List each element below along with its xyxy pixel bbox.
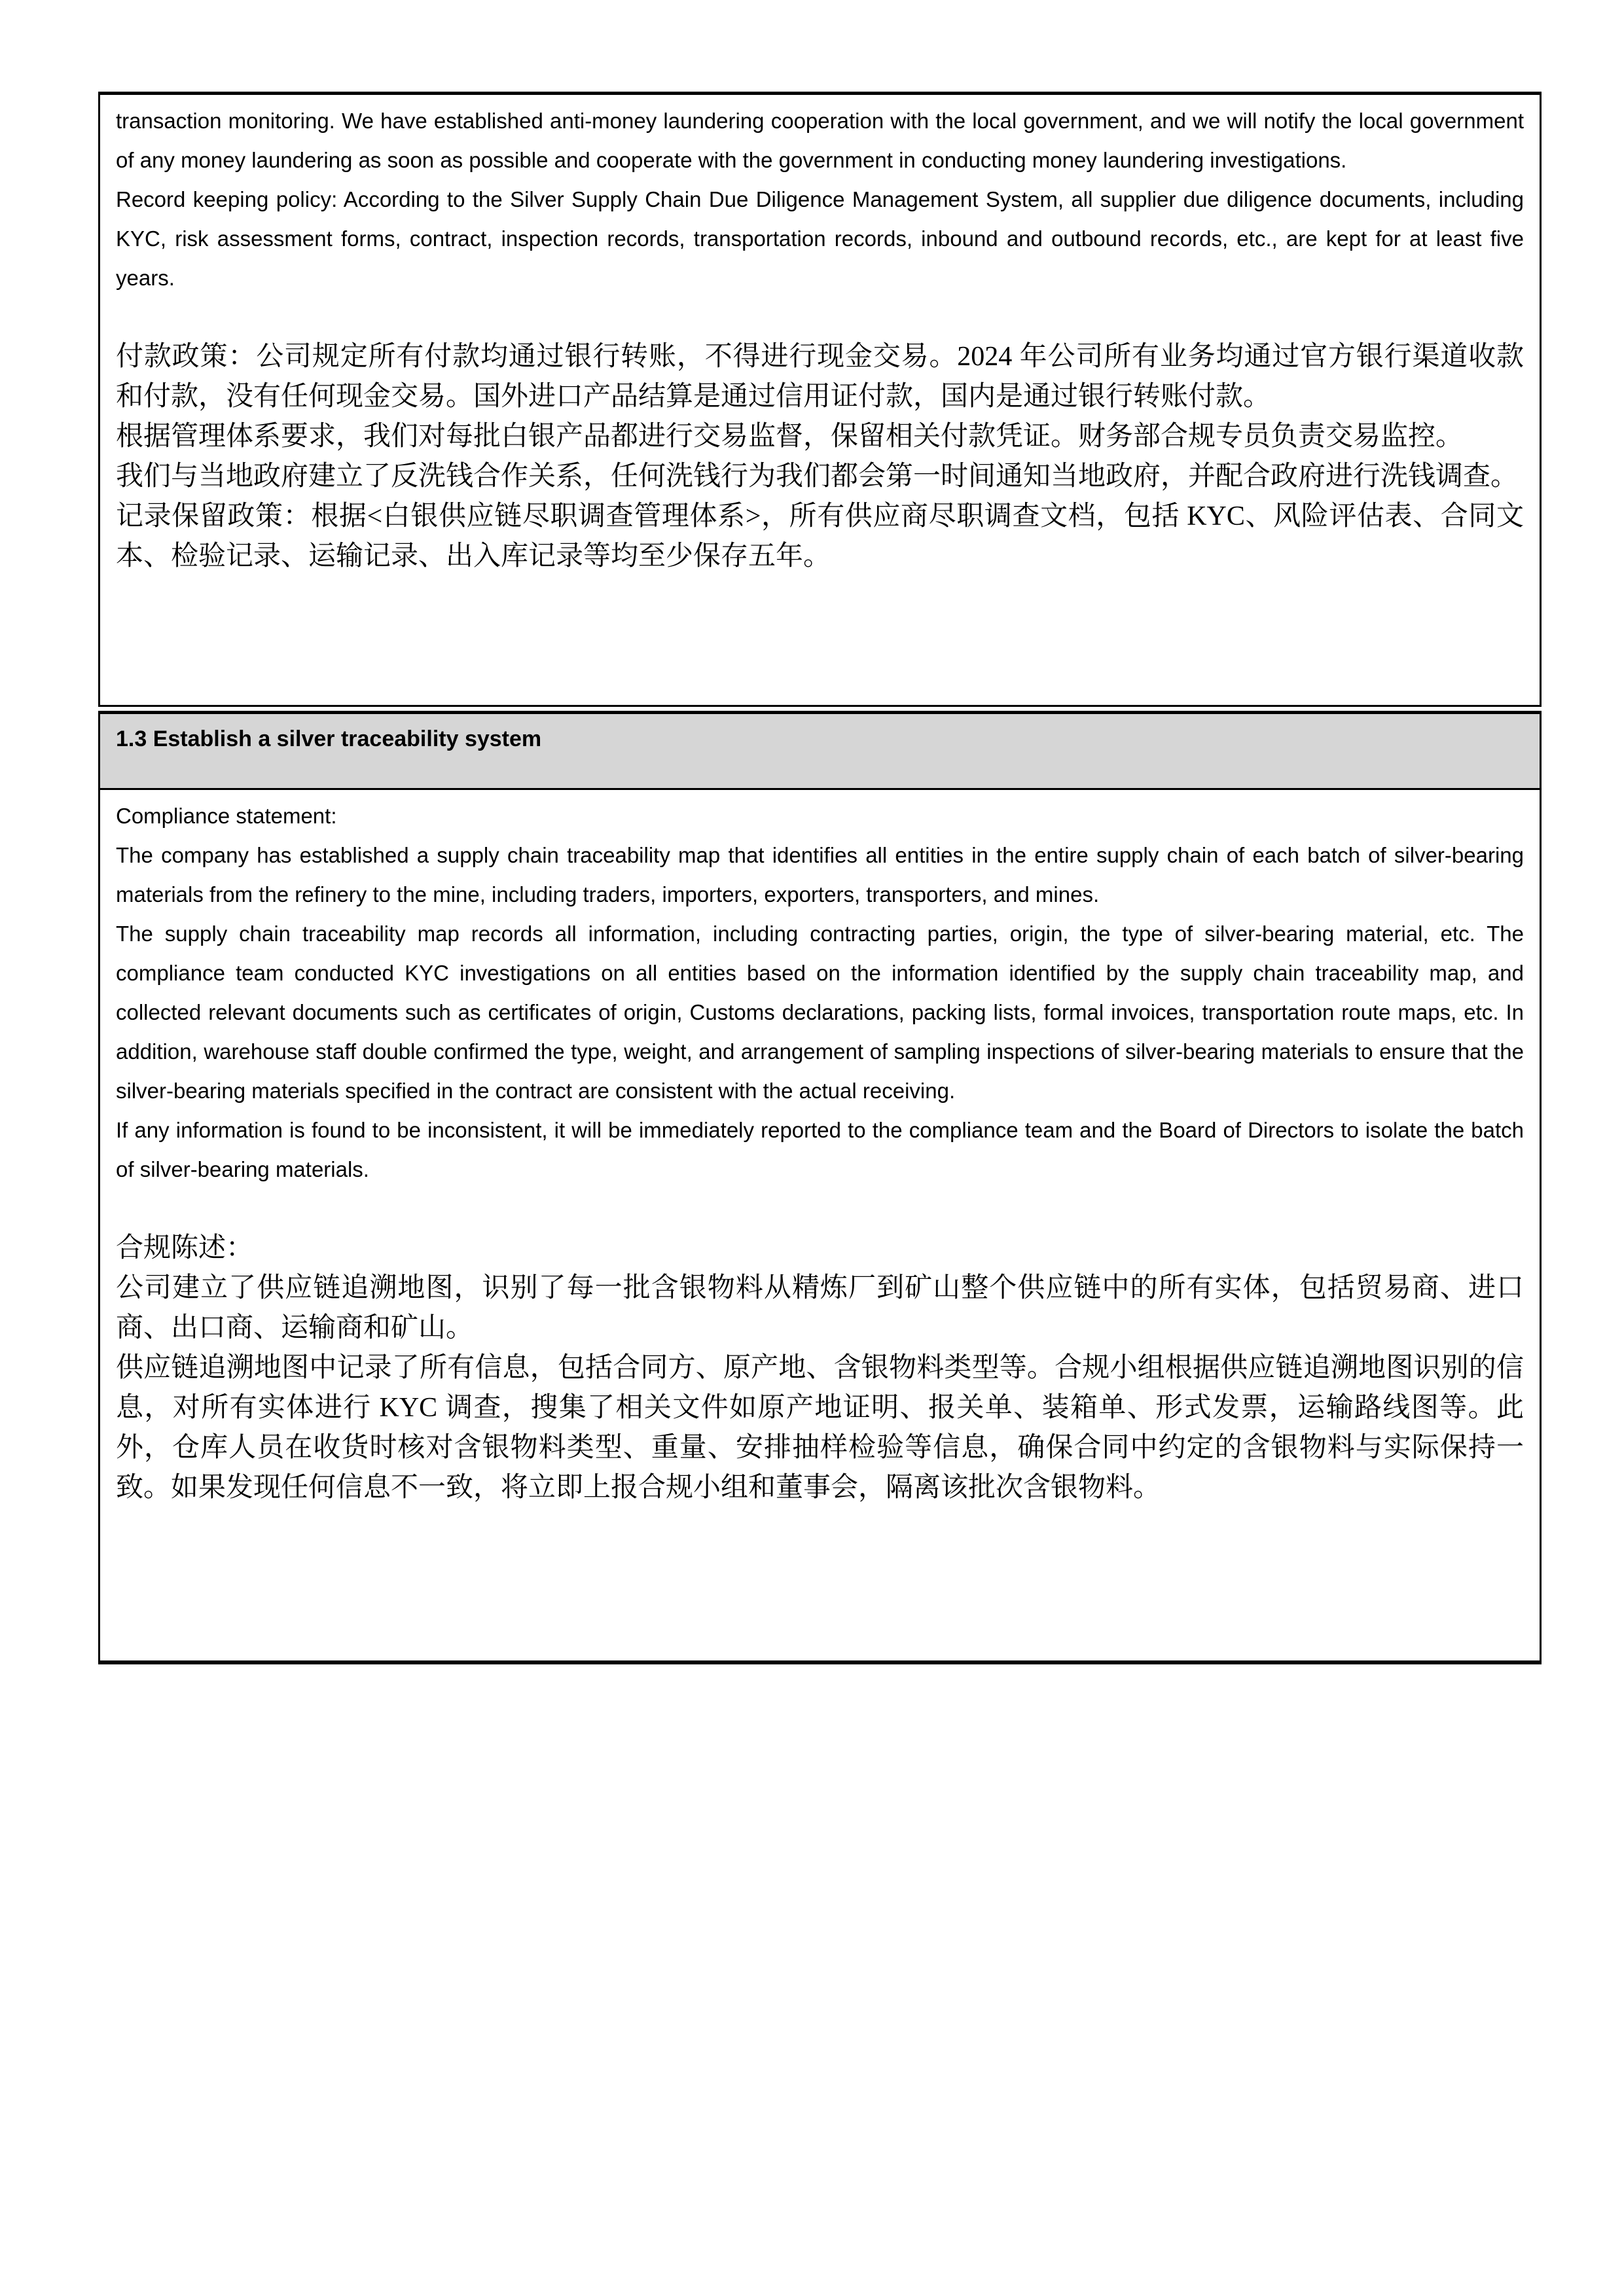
paragraph-en: Record keeping policy: According to the Silver Supply Chain Due Diligence Management System, all supplier due diligence documents, including KYC, risk assessment forms, contract, inspection records, transportation records, inbound and outbound records, etc., are kept for at least five years. [116, 187, 1524, 290]
paragraph-zh: 我们与当地政府建立了反洗钱合作关系，任何洗钱行为我们都会第一时间通知当地政府，并配合政府进行洗钱调查。 [116, 461, 1519, 492]
section-header-title: 1.3 Establish a silver traceability system [116, 726, 542, 751]
paragraph-zh: 供应链追溯地图中记录了所有信息，包括合同方、原产地、含银物料类型等。合规小组根据供应链追溯地图识别的信息，对所有实体进行 KYC 调查，搜集了相关文件如原产地证明、报关单、装箱单、形式发票，运输路线图等。此外，仓库人员在收货时核对含银物料类型、重量、安排抽样检验等信息，确保合同中约定的含银物料与实际保持一致。如果发现任何信息不一致，将立即上报合规小组和董事会，隔离该批次含银物料。 [116, 1353, 1524, 1503]
policy-cell [100, 95, 1540, 704]
compliance-cell [100, 790, 1540, 1660]
blank-line [116, 298, 1524, 337]
paragraph-zh: 记录保留政策：根据<白银供应链尽职调查管理体系>，所有供应商尽职调查文档，包括 KYC、风险评估表、合同文本、检验记录、运输记录、出入库记录等均至少保存五年。 [116, 501, 1524, 571]
paragraph-en: The company has established a supply chain traceability map that identifies all entities in the entire supply chain of each batch of silver-bearing materials from the refinery to the mine, including traders, importers, exporters, transporters, and mines. [116, 843, 1524, 906]
traceability-table [98, 711, 1542, 1664]
paragraph-en: Compliance statement: [116, 804, 337, 828]
paragraph-en: transaction monitoring. We have established anti-money laundering cooperation with the local government, and we will notify the local government of any money laundering as soon as possible and cooperate with the government in conducting money laundering investigations. [116, 109, 1524, 172]
document-page [98, 92, 1542, 1664]
section-header [100, 714, 1540, 790]
blank-line [116, 1189, 1524, 1229]
paragraph-zh: 付款政策：公司规定所有付款均通过银行转账，不得进行现金交易。2024 年公司所有业务均通过官方银行渠道收款和付款，没有任何现金交易。国外进口产品结算是通过信用证付款，国内是通过银行转账付款。 [116, 342, 1524, 412]
policy-table [98, 92, 1542, 707]
paragraph-en: If any information is found to be inconsistent, it will be immediately reported to the compliance team and the Board of Directors to isolate the batch of silver-bearing materials. [116, 1118, 1524, 1181]
paragraph-zh: 根据管理体系要求，我们对每批白银产品都进行交易监督，保留相关付款凭证。财务部合规专员负责交易监控。 [116, 422, 1464, 452]
paragraph-en: The supply chain traceability map records all information, including contracting parties, origin, the type of silver-bearing material, etc. The compliance team conducted KYC investigations on all entities based on the information identified by the supply chain traceability map, and collected relevant documents such as certificates of origin, Customs declarations, packing lists, formal invoices, transportation route maps, etc. In addition, warehouse staff double confirmed the type, weight, and arrangement of sampling inspections of silver-bearing materials to ensure that the silver-bearing materials specified in the contract are consistent with the actual receiving. [116, 922, 1524, 1103]
paragraph-zh: 合规陈述： [116, 1233, 254, 1263]
paragraph-zh: 公司建立了供应链追溯地图，识别了每一批含银物料从精炼厂到矿山整个供应链中的所有实体，包括贸易商、进口商、出口商、运输商和矿山。 [116, 1273, 1524, 1343]
